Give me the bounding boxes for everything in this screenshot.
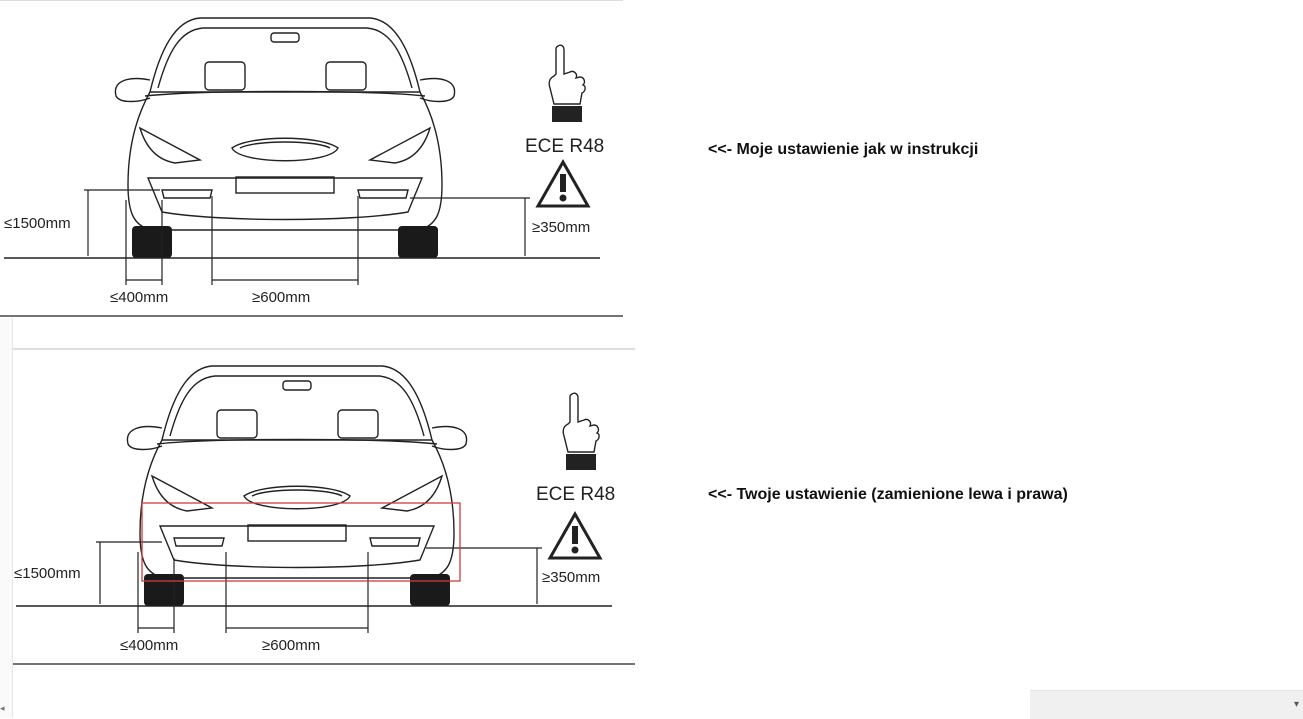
label-height-min: ≥350mm (532, 219, 591, 236)
bumper (148, 178, 422, 220)
bottom-scrollbar-strip[interactable] (1030, 690, 1303, 719)
scroll-left-icon[interactable]: ◂ (0, 704, 5, 714)
position-light-right (358, 190, 408, 198)
headlight-left (152, 476, 212, 511)
car-front-drawing (127, 366, 466, 578)
tyre-right (410, 574, 450, 606)
pointing-finger-icon (563, 393, 599, 470)
label-between-min: ≥600mm (262, 637, 321, 654)
license-plate (248, 525, 346, 541)
bumper (160, 526, 434, 568)
car-front-drawing (115, 18, 454, 230)
position-light-right (370, 538, 420, 546)
rear-mirror-shape (271, 33, 299, 42)
label-height-max: ≤1500mm (4, 215, 71, 232)
label-side-max: ≤400mm (120, 637, 179, 654)
license-plate (236, 177, 334, 193)
headlight-right (370, 128, 430, 163)
car-diagram-instruction (0, 0, 623, 318)
headlight-left (140, 128, 200, 163)
car-windshield (150, 18, 420, 92)
note-your-setting: <<- Twoje ustawienie (zamienione lewa i prawa) (708, 486, 1068, 503)
scroll-down-icon[interactable]: ▾ (1293, 699, 1299, 710)
warning-triangle-icon (550, 514, 600, 558)
left-scroll-edge (0, 318, 13, 718)
note-my-setting: <<- Moje ustawienie jak w instrukcji (708, 141, 979, 158)
ece-label: ECE R48 (525, 136, 605, 157)
label-height-max: ≤1500mm (14, 565, 81, 582)
diagram-panel-instruction (0, 0, 623, 318)
warning-triangle-icon (538, 162, 588, 206)
position-light-left (162, 190, 212, 198)
diagram-panel-yours (12, 348, 635, 666)
ece-label: ECE R48 (536, 484, 616, 505)
label-height-min: ≥350mm (542, 569, 601, 586)
label-side-max: ≤400mm (110, 289, 169, 306)
pointing-finger-icon (549, 45, 585, 122)
label-between-min: ≥600mm (252, 289, 311, 306)
tyre-left (144, 574, 184, 606)
car-diagram-yours (12, 348, 635, 666)
headlight-right (382, 476, 442, 511)
tyre-left (132, 226, 172, 258)
position-light-left (174, 538, 224, 546)
highlight-box (142, 503, 460, 581)
tyre-right (398, 226, 438, 258)
